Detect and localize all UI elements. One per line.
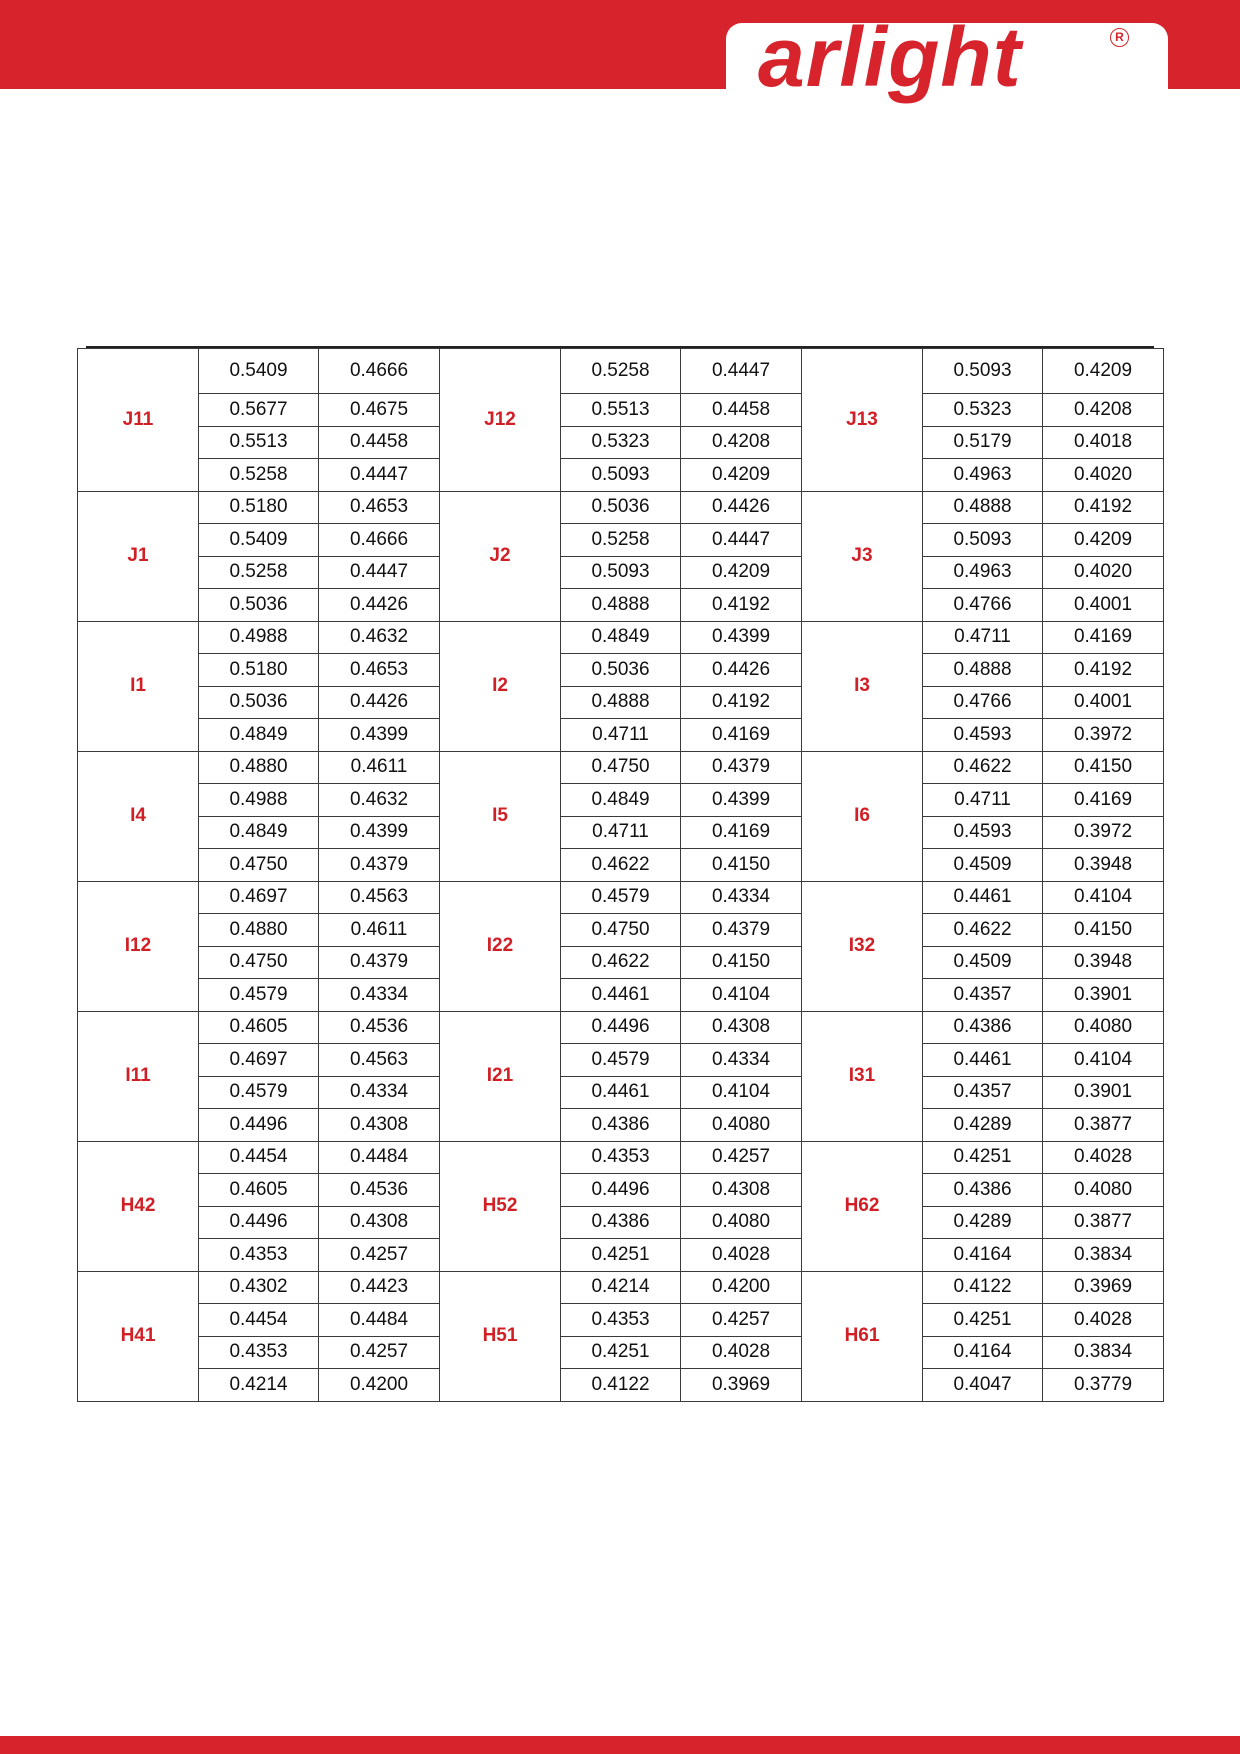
cie-x-value: 0.4593	[923, 719, 1043, 752]
cie-y-value: 0.4028	[1043, 1141, 1164, 1174]
cie-y-value: 0.4104	[1043, 1044, 1164, 1077]
cie-x-value: 0.4251	[923, 1141, 1043, 1174]
table-row	[78, 459, 1164, 492]
cie-x-value: 0.5258	[561, 349, 681, 394]
table-row	[78, 751, 1164, 784]
cie-y-value: 0.3877	[1043, 1206, 1164, 1239]
cie-x-value: 0.4251	[561, 1336, 681, 1369]
cie-x-value: 0.5513	[199, 426, 319, 459]
cie-x-value: 0.4593	[923, 816, 1043, 849]
cie-y-value: 0.4399	[319, 816, 440, 849]
cie-y-value: 0.4447	[319, 556, 440, 589]
bin-table-body	[78, 349, 1164, 1402]
cie-x-value: 0.4461	[923, 881, 1043, 914]
table-row	[78, 1109, 1164, 1142]
bin-label: I22	[440, 881, 561, 1011]
table-row	[78, 914, 1164, 947]
footer-band	[0, 1736, 1240, 1754]
cie-x-value: 0.4888	[923, 491, 1043, 524]
cie-x-value: 0.5409	[199, 349, 319, 394]
cie-x-value: 0.4353	[561, 1141, 681, 1174]
cie-x-value: 0.4888	[561, 686, 681, 719]
bin-label: I31	[802, 1011, 923, 1141]
cie-y-value: 0.4536	[319, 1174, 440, 1207]
cie-y-value: 0.4399	[681, 621, 802, 654]
cie-x-value: 0.4353	[199, 1239, 319, 1272]
cie-y-value: 0.3948	[1043, 849, 1164, 882]
cie-x-value: 0.4880	[199, 914, 319, 947]
bin-label: H61	[802, 1271, 923, 1401]
cie-y-value: 0.4150	[1043, 751, 1164, 784]
bin-label: I12	[78, 881, 199, 1011]
cie-x-value: 0.5323	[923, 394, 1043, 427]
bin-label: H62	[802, 1141, 923, 1271]
cie-x-value: 0.5036	[199, 589, 319, 622]
cie-y-value: 0.4334	[319, 979, 440, 1012]
cie-y-value: 0.4169	[681, 719, 802, 752]
cie-y-value: 0.4484	[319, 1304, 440, 1337]
cie-x-value: 0.4766	[923, 686, 1043, 719]
cie-y-value: 0.3834	[1043, 1336, 1164, 1369]
cie-x-value: 0.4622	[561, 946, 681, 979]
bin-label: I32	[802, 881, 923, 1011]
cie-y-value: 0.4675	[319, 394, 440, 427]
cie-x-value: 0.4164	[923, 1336, 1043, 1369]
cie-x-value: 0.5677	[199, 394, 319, 427]
cie-y-value: 0.4208	[1043, 394, 1164, 427]
cie-x-value: 0.4289	[923, 1206, 1043, 1239]
cie-x-value: 0.4622	[923, 914, 1043, 947]
cie-y-value: 0.4632	[319, 621, 440, 654]
cie-x-value: 0.4988	[199, 784, 319, 817]
cie-y-value: 0.4426	[681, 654, 802, 687]
bin-label: I6	[802, 751, 923, 881]
cie-y-value: 0.3901	[1043, 1076, 1164, 1109]
table-row	[78, 1174, 1164, 1207]
cie-x-value: 0.4849	[199, 719, 319, 752]
cie-x-value: 0.4888	[561, 589, 681, 622]
cie-x-value: 0.4289	[923, 1109, 1043, 1142]
table-row	[78, 881, 1164, 914]
cie-x-value: 0.5093	[923, 524, 1043, 557]
cie-y-value: 0.4563	[319, 881, 440, 914]
table-row	[78, 1076, 1164, 1109]
cie-y-value: 0.4001	[1043, 686, 1164, 719]
cie-y-value: 0.3901	[1043, 979, 1164, 1012]
cie-y-value: 0.4426	[319, 686, 440, 719]
cie-y-value: 0.4169	[1043, 784, 1164, 817]
cie-y-value: 0.4169	[681, 816, 802, 849]
bin-label: H51	[440, 1271, 561, 1401]
table-row	[78, 524, 1164, 557]
cie-y-value: 0.4379	[681, 914, 802, 947]
cie-x-value: 0.4711	[923, 621, 1043, 654]
cie-y-value: 0.3779	[1043, 1369, 1164, 1402]
cie-y-value: 0.4104	[681, 1076, 802, 1109]
cie-x-value: 0.4888	[923, 654, 1043, 687]
color-bin-table	[77, 348, 1164, 1402]
cie-y-value: 0.4426	[681, 491, 802, 524]
cie-y-value: 0.4028	[681, 1239, 802, 1272]
cie-y-value: 0.4192	[1043, 491, 1164, 524]
cie-x-value: 0.4386	[561, 1109, 681, 1142]
table-row	[78, 621, 1164, 654]
cie-x-value: 0.4251	[923, 1304, 1043, 1337]
cie-y-value: 0.3972	[1043, 816, 1164, 849]
cie-x-value: 0.4461	[561, 1076, 681, 1109]
cie-y-value: 0.4104	[681, 979, 802, 1012]
cie-x-value: 0.5258	[199, 459, 319, 492]
cie-y-value: 0.4379	[319, 849, 440, 882]
cie-x-value: 0.5036	[561, 491, 681, 524]
cie-y-value: 0.4666	[319, 524, 440, 557]
cie-x-value: 0.4849	[561, 621, 681, 654]
cie-x-value: 0.4454	[199, 1304, 319, 1337]
cie-x-value: 0.5323	[561, 426, 681, 459]
table-row	[78, 1206, 1164, 1239]
table-row	[78, 1271, 1164, 1304]
cie-x-value: 0.4750	[561, 751, 681, 784]
cie-x-value: 0.4122	[923, 1271, 1043, 1304]
cie-y-value: 0.4423	[319, 1271, 440, 1304]
table-row	[78, 1011, 1164, 1044]
cie-x-value: 0.4750	[199, 946, 319, 979]
cie-x-value: 0.4214	[199, 1369, 319, 1402]
cie-y-value: 0.4308	[319, 1206, 440, 1239]
cie-x-value: 0.4711	[561, 816, 681, 849]
cie-x-value: 0.4849	[561, 784, 681, 817]
table-row	[78, 654, 1164, 687]
cie-x-value: 0.4750	[199, 849, 319, 882]
cie-x-value: 0.4880	[199, 751, 319, 784]
cie-y-value: 0.4257	[681, 1304, 802, 1337]
registered-mark: R	[1110, 28, 1129, 47]
cie-x-value: 0.4579	[561, 1044, 681, 1077]
bin-label: I21	[440, 1011, 561, 1141]
cie-y-value: 0.4653	[319, 654, 440, 687]
cie-y-value: 0.4447	[681, 524, 802, 557]
table-row	[78, 784, 1164, 817]
cie-y-value: 0.4484	[319, 1141, 440, 1174]
cie-y-value: 0.4018	[1043, 426, 1164, 459]
table-row	[78, 849, 1164, 882]
table-row	[78, 349, 1164, 394]
cie-x-value: 0.4496	[561, 1011, 681, 1044]
table-row	[78, 1336, 1164, 1369]
cie-x-value: 0.4386	[923, 1011, 1043, 1044]
cie-x-value: 0.4963	[923, 556, 1043, 589]
cie-y-value: 0.4653	[319, 491, 440, 524]
cie-y-value: 0.4458	[681, 394, 802, 427]
cie-y-value: 0.4308	[681, 1174, 802, 1207]
cie-y-value: 0.4399	[681, 784, 802, 817]
cie-y-value: 0.4308	[681, 1011, 802, 1044]
cie-y-value: 0.4208	[681, 426, 802, 459]
cie-y-value: 0.4308	[319, 1109, 440, 1142]
cie-x-value: 0.4496	[199, 1109, 319, 1142]
cie-x-value: 0.4963	[923, 459, 1043, 492]
cie-y-value: 0.3834	[1043, 1239, 1164, 1272]
bin-label: J12	[440, 349, 561, 492]
table-row	[78, 686, 1164, 719]
cie-x-value: 0.4357	[923, 1076, 1043, 1109]
table-row	[78, 1369, 1164, 1402]
cie-y-value: 0.4209	[1043, 524, 1164, 557]
cie-y-value: 0.4257	[681, 1141, 802, 1174]
cie-x-value: 0.4509	[923, 946, 1043, 979]
cie-x-value: 0.5409	[199, 524, 319, 557]
cie-x-value: 0.4750	[561, 914, 681, 947]
cie-y-value: 0.3969	[681, 1369, 802, 1402]
cie-y-value: 0.3877	[1043, 1109, 1164, 1142]
table-row	[78, 816, 1164, 849]
cie-y-value: 0.4104	[1043, 881, 1164, 914]
cie-x-value: 0.4622	[561, 849, 681, 882]
cie-x-value: 0.5036	[199, 686, 319, 719]
table-row	[78, 394, 1164, 427]
cie-y-value: 0.3948	[1043, 946, 1164, 979]
cie-y-value: 0.4150	[1043, 914, 1164, 947]
cie-y-value: 0.4257	[319, 1336, 440, 1369]
cie-y-value: 0.4200	[319, 1369, 440, 1402]
cie-y-value: 0.4020	[1043, 459, 1164, 492]
bin-label: I2	[440, 621, 561, 751]
bin-label: H42	[78, 1141, 199, 1271]
cie-x-value: 0.4697	[199, 881, 319, 914]
cie-x-value: 0.4461	[561, 979, 681, 1012]
cie-x-value: 0.4697	[199, 1044, 319, 1077]
cie-y-value: 0.4399	[319, 719, 440, 752]
cie-y-value: 0.4334	[319, 1076, 440, 1109]
cie-x-value: 0.5258	[561, 524, 681, 557]
cie-y-value: 0.4028	[1043, 1304, 1164, 1337]
cie-y-value: 0.4080	[681, 1206, 802, 1239]
bin-label: I1	[78, 621, 199, 751]
cie-x-value: 0.4988	[199, 621, 319, 654]
cie-y-value: 0.4379	[319, 946, 440, 979]
cie-x-value: 0.4302	[199, 1271, 319, 1304]
cie-y-value: 0.4028	[681, 1336, 802, 1369]
cie-y-value: 0.4611	[319, 914, 440, 947]
cie-y-value: 0.4209	[681, 556, 802, 589]
brand-logo: arlight	[758, 10, 1022, 104]
cie-x-value: 0.4605	[199, 1011, 319, 1044]
cie-x-value: 0.4579	[199, 1076, 319, 1109]
cie-x-value: 0.4164	[923, 1239, 1043, 1272]
bin-label: I3	[802, 621, 923, 751]
cie-x-value: 0.4461	[923, 1044, 1043, 1077]
bin-label: I5	[440, 751, 561, 881]
cie-y-value: 0.4334	[681, 881, 802, 914]
cie-y-value: 0.4080	[1043, 1174, 1164, 1207]
cie-x-value: 0.4357	[923, 979, 1043, 1012]
bin-label: J13	[802, 349, 923, 492]
cie-y-value: 0.4334	[681, 1044, 802, 1077]
cie-x-value: 0.4711	[923, 784, 1043, 817]
cie-x-value: 0.4386	[561, 1206, 681, 1239]
cie-y-value: 0.4020	[1043, 556, 1164, 589]
cie-x-value: 0.5036	[561, 654, 681, 687]
cie-x-value: 0.4622	[923, 751, 1043, 784]
table-row	[78, 556, 1164, 589]
cie-x-value: 0.4711	[561, 719, 681, 752]
table-row	[78, 979, 1164, 1012]
cie-x-value: 0.4386	[923, 1174, 1043, 1207]
cie-x-value: 0.4605	[199, 1174, 319, 1207]
cie-x-value: 0.4849	[199, 816, 319, 849]
cie-x-value: 0.5180	[199, 491, 319, 524]
cie-x-value: 0.4766	[923, 589, 1043, 622]
cie-y-value: 0.4169	[1043, 621, 1164, 654]
cie-x-value: 0.4509	[923, 849, 1043, 882]
cie-x-value: 0.5513	[561, 394, 681, 427]
cie-x-value: 0.4579	[561, 881, 681, 914]
cie-x-value: 0.5179	[923, 426, 1043, 459]
cie-y-value: 0.4150	[681, 849, 802, 882]
table-row	[78, 589, 1164, 622]
table-row	[78, 1304, 1164, 1337]
cie-y-value: 0.4666	[319, 349, 440, 394]
cie-x-value: 0.5093	[923, 349, 1043, 394]
cie-y-value: 0.4379	[681, 751, 802, 784]
cie-x-value: 0.4496	[199, 1206, 319, 1239]
bin-label: J2	[440, 491, 561, 621]
cie-y-value: 0.4257	[319, 1239, 440, 1272]
cie-x-value: 0.5093	[561, 556, 681, 589]
cie-y-value: 0.4209	[1043, 349, 1164, 394]
bin-label: I4	[78, 751, 199, 881]
cie-y-value: 0.4536	[319, 1011, 440, 1044]
bin-label: J3	[802, 491, 923, 621]
cie-x-value: 0.4214	[561, 1271, 681, 1304]
cie-x-value: 0.4251	[561, 1239, 681, 1272]
table-row	[78, 946, 1164, 979]
bin-label: H52	[440, 1141, 561, 1271]
cie-y-value: 0.4447	[319, 459, 440, 492]
cie-y-value: 0.4080	[1043, 1011, 1164, 1044]
cie-x-value: 0.5180	[199, 654, 319, 687]
cie-x-value: 0.4496	[561, 1174, 681, 1207]
cie-y-value: 0.4080	[681, 1109, 802, 1142]
cie-x-value: 0.4122	[561, 1369, 681, 1402]
table-row	[78, 1044, 1164, 1077]
table-row	[78, 426, 1164, 459]
cie-y-value: 0.4447	[681, 349, 802, 394]
cie-y-value: 0.4192	[1043, 654, 1164, 687]
cie-x-value: 0.4454	[199, 1141, 319, 1174]
cie-y-value: 0.4001	[1043, 589, 1164, 622]
bin-label: H41	[78, 1271, 199, 1401]
bin-label: I11	[78, 1011, 199, 1141]
table-row	[78, 491, 1164, 524]
table-row	[78, 1239, 1164, 1272]
bin-label: J11	[78, 349, 199, 492]
cie-y-value: 0.4632	[319, 784, 440, 817]
cie-y-value: 0.4192	[681, 589, 802, 622]
cie-y-value: 0.4426	[319, 589, 440, 622]
cie-y-value: 0.4563	[319, 1044, 440, 1077]
table-row	[78, 1141, 1164, 1174]
cie-y-value: 0.4150	[681, 946, 802, 979]
cie-x-value: 0.5093	[561, 459, 681, 492]
cie-x-value: 0.4579	[199, 979, 319, 1012]
cie-y-value: 0.4611	[319, 751, 440, 784]
cie-x-value: 0.4353	[561, 1304, 681, 1337]
cie-x-value: 0.4047	[923, 1369, 1043, 1402]
cie-y-value: 0.3969	[1043, 1271, 1164, 1304]
cie-x-value: 0.5258	[199, 556, 319, 589]
bin-label: J1	[78, 491, 199, 621]
cie-y-value: 0.4209	[681, 459, 802, 492]
cie-y-value: 0.4458	[319, 426, 440, 459]
cie-y-value: 0.4200	[681, 1271, 802, 1304]
table-row	[78, 719, 1164, 752]
cie-y-value: 0.3972	[1043, 719, 1164, 752]
cie-x-value: 0.4353	[199, 1336, 319, 1369]
cie-y-value: 0.4192	[681, 686, 802, 719]
